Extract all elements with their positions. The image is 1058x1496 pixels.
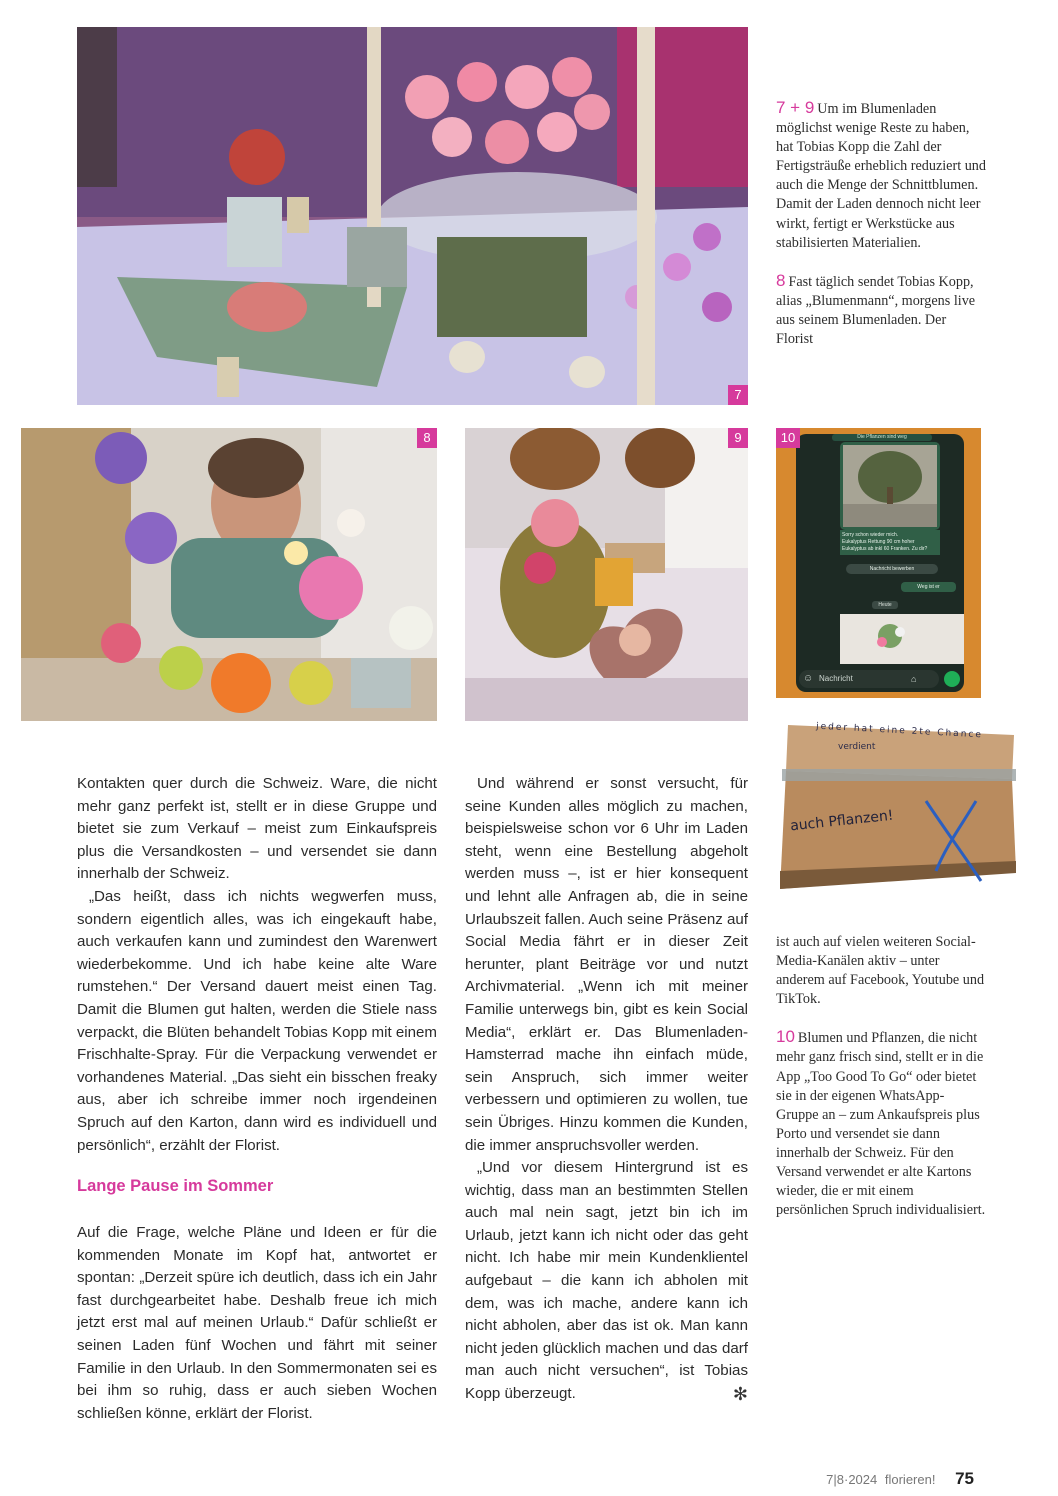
article-column-2 [465, 773, 748, 1406]
paragraph [465, 1157, 748, 1406]
paragraph: Auf die Frage, welche Pläne und Ideen er für die kommenden Monate im Kopf hat, antwortet er spontan: „Derzeit spüre ich deutlich, dass ich ein Jahr fast durchgearbeitet habe. Deshalb freue ich mich jetzt erst mal auf meinen Urlaub.“ Dafür schließt er seinen Laden fünf Wochen und fährt mit seiner Familie in den Urlaub. In den Sommermonaten sei es bei ihm so ruhig, dass er auch sieben Wochen schließen könne, erklärt der Florist. [77, 1224, 437, 1422]
photo-8-florist [21, 428, 437, 721]
caption-text: Fast täglich sendet Tobias Kopp, alias „Blumenmann“, morgens live aus seinem Blumenladen. Der Florist [776, 273, 976, 348]
photo-badge: 7 [728, 385, 748, 405]
mic-button[interactable] [944, 671, 960, 687]
photo-badge: 9 [728, 428, 748, 448]
chat-banner: Die Pflanzen sind weg [832, 434, 932, 441]
chat-message-line1: Sorry schon wieder mich. [842, 532, 899, 538]
attach-icon[interactable]: ⌂ [911, 674, 917, 684]
issue-date: 7|8·2024 [826, 1472, 878, 1487]
article-column-1 [77, 773, 437, 1425]
photo-cardboard-box [776, 721, 1019, 891]
chat-day-label: Heute [872, 601, 898, 609]
chat-message-line2: Eukalyptus Rettung 90 cm hoher Eukalyptus ab inkl 60 Franken. Zu dir? [842, 539, 928, 552]
caption-8 [776, 271, 986, 349]
caption-column-bottom [776, 933, 986, 1238]
chat-photo-preview [840, 614, 964, 664]
page-number: 75 [955, 1469, 974, 1488]
caption-8-continued: ist auch auf vielen weiteren Social-Media-Kanälen aktiv – unter anderem auf Facebook, Youtube und TikTok. [776, 934, 985, 1008]
chat-message [840, 530, 940, 555]
page-footer [826, 1469, 974, 1489]
box-writing-line2: verdient [838, 742, 876, 752]
caption-10 [776, 1027, 986, 1220]
caption-7-9 [776, 98, 986, 253]
chat-action-button[interactable]: Nachricht bewerben [846, 564, 938, 574]
photo-10-whatsapp-phone [776, 428, 981, 698]
caption-number: 10 [776, 1027, 795, 1047]
photo-badge: 10 [776, 428, 800, 448]
photo-7-shop-display [77, 27, 748, 405]
chat-input[interactable] [799, 670, 939, 688]
chat-reply: Weg ist er [901, 582, 956, 592]
emoji-icon[interactable]: ☺ [803, 673, 814, 684]
box-writing-line1: jeder hat eine 2te Chance [815, 721, 984, 741]
paragraph: Kontakten quer durch die Schweiz. Ware, die nicht mehr ganz perfekt ist, stellt er in diese Gruppe und bietet sie zum Verkauf – meist zum Einkaufspreis plus die Versandkosten – und versendet sie dann innerhalb der Schweiz. [77, 775, 437, 883]
caption-text: Um im Blumenladen möglichst wenige Reste zu haben, hat Tobias Kopp die Zahl der Fertigsträuße erheblich reduziert und auch die Menge der Schnittblumen. Damit der Laden dennoch nicht leer wirkt, fertigt er Werkstücke aus stabilisierten Materialien. [776, 101, 986, 251]
caption-number: 7 + 9 [776, 98, 815, 117]
paragraph: Und während er sonst versucht, für seine Kunden alles möglich zu machen, beispielsweise schon vor 6 Uhr im Laden steht, wenn eine Bestellung abgeholt werden muss –, ist er hier konsequent und lehnt alle Anfragen ab, die in seine Urlaubszeit fallen. Auch seine Präsenz auf Social Media fährt er in dieser Zeit herunter, plant Beiträge vor und nutzt Archivmaterial. „Wenn ich mit meiner Familie unterwegs bin, gibt es kein Social Media“, erklärt er. Das Blumenladen-Hamsterrad mache ihn einfach müde, sein Anspruch, sich immer weiter verbessern und optimieren zu wollen, tue sein Übriges. Hinzu kommen die Kunden, die immer anspruchsvoller werden. [465, 775, 748, 1154]
paragraph: „Das heißt, dass ich nichts wegwerfen muss, sondern eigentlich alles, was ich eingekauft habe, auch verkaufen kann und zumindest den Warenwert wiederbekomme. Und ich habe keine alte Ware rumstehen.“ Der Versand dauert meist einen Tag. Damit die Blumen gut halten, werden die Stiele nass verpackt, die Blüten behandelt Tobias Kopp mit einem Frischhalte-Spray. Für die Verpackung verwendet er vorhandenes Material. „Das sieht ein bisschen freaky aus, aber ich schreibe immer noch irgendeinen Spruch auf den Karton, dann wird es individuell und persönlich“, erzählt der Florist. [77, 887, 437, 1154]
photo-9-dried-arrangements [465, 428, 748, 721]
paragraph-text: „Und vor diesem Hintergrund ist es wichtig, dass man an bestimmten Stellen auch mal nein sagt, jetzt bin ich im Urlaub, jetzt kann ich nicht oder das geht nicht. Ich habe mir mein Kundenklientel aufgebaut – die kann ich abholen mit dem, was ich mache, andere kann ich nicht abholen, aber das ist ok. Man kann nicht jeden glücklich machen und das darf man auch nicht versuchen“, ist Tobias Kopp überzeugt. [465, 1159, 748, 1403]
box-writing-line3: auch Pflanzen! [789, 807, 895, 835]
chat-bubble-photo [840, 442, 940, 530]
magazine-name: florieren! [884, 1472, 936, 1487]
chat-input-placeholder: Nachricht [819, 674, 853, 683]
caption-column-top [776, 98, 986, 367]
end-mark-icon: ✻ [732, 1384, 748, 1405]
blue-marker-scribble [776, 721, 1019, 891]
caption-text: Blumen und Pflanzen, die nicht mehr ganz frisch sind, stellt er in die App „Too Good To Go“ oder bietet sie in der eigenen WhatsApp-Gruppe an – zum Ankaufspreis plus Porto und versendet sie dann innerhalb der Schweiz. Für den Versand verwendet er alte Kartons wieder, die er mit einem persönlichen Spruch individualisiert. [776, 1030, 986, 1219]
photo-badge: 8 [417, 428, 437, 448]
subheading: Lange Pause im Sommer [77, 1177, 274, 1196]
caption-number: 8 [776, 270, 786, 290]
phone-screen [796, 434, 964, 692]
